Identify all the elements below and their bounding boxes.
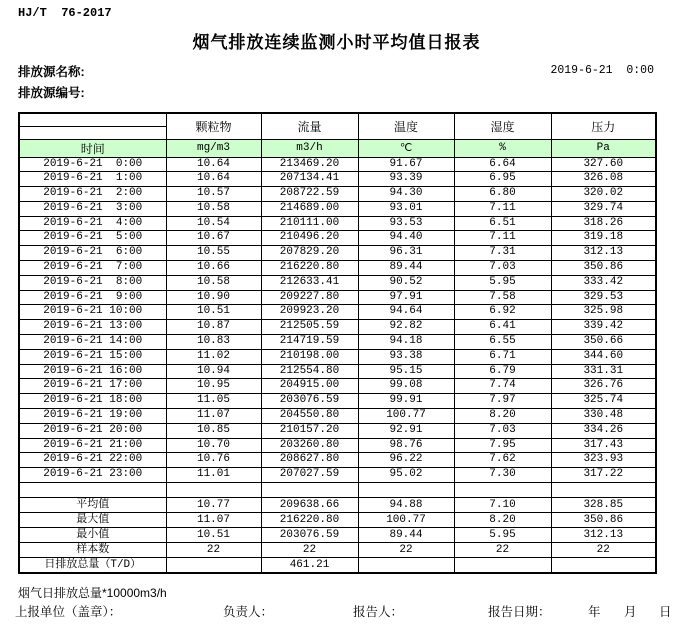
table-row [19,409,656,424]
value-cell: 216220.80 [261,261,358,276]
time-column-header: 时间 [19,139,166,157]
value-cell: 10.54 [166,216,261,231]
summary-value: 209638.66 [261,498,358,513]
value-cell: 7.30 [454,468,551,483]
time-cell: 2019-6-21 22:00 [19,453,166,468]
unit-particulate: mg/m3 [166,139,261,157]
time-cell: 2019-6-21 8:00 [19,275,166,290]
value-cell: 10.85 [166,423,261,438]
value-cell: 7.62 [454,453,551,468]
time-cell: 2019-6-21 17:00 [19,379,166,394]
value-cell: 7.95 [454,438,551,453]
value-cell: 93.01 [358,201,454,216]
summary-value: 5.95 [454,528,551,543]
summary-value: 10.77 [166,498,261,513]
summary-label: 样本数 [19,543,166,558]
value-cell: 350.86 [551,261,656,276]
value-cell: 91.67 [358,157,454,172]
value-cell: 10.70 [166,438,261,453]
unit-pressure: Pa [551,139,656,157]
value-cell: 208627.80 [261,453,358,468]
value-cell: 350.66 [551,335,656,350]
summary-row [19,498,656,513]
time-cell: 2019-6-21 1:00 [19,172,166,187]
signature-line [0,602,681,618]
value-cell: 319.18 [551,231,656,246]
value-cell: 98.76 [358,438,454,453]
time-cell: 2019-6-21 21:00 [19,438,166,453]
value-cell: 326.76 [551,379,656,394]
value-cell: 6.80 [454,187,551,202]
value-cell: 10.64 [166,157,261,172]
unit-temperature: ℃ [358,139,454,157]
value-cell: 7.31 [454,246,551,261]
summary-value: 461.21 [261,558,358,574]
column-header-particulate: 颗粒物 [166,113,261,139]
value-cell: 204915.00 [261,379,358,394]
value-cell: 339.42 [551,320,656,335]
value-cell: 97.91 [358,290,454,305]
value-cell: 10.58 [166,201,261,216]
value-cell: 312.13 [551,246,656,261]
table-row [19,246,656,261]
summary-row [19,528,656,543]
time-cell: 2019-6-21 15:00 [19,349,166,364]
value-cell: 10.90 [166,290,261,305]
time-cell: 2019-6-21 3:00 [19,201,166,216]
table-row [19,320,656,335]
table-row [19,423,656,438]
summary-row [19,513,656,528]
report-unit-label: 上报单位（盖章）： [15,605,122,619]
value-cell: 100.77 [358,409,454,424]
value-cell: 203076.59 [261,394,358,409]
value-cell: 325.98 [551,305,656,320]
spacer-body [19,483,656,498]
page-title: 烟气排放连续监测小时平均值日报表 [192,33,481,52]
value-cell: 11.01 [166,468,261,483]
empty-cell [19,126,166,139]
value-cell: 92.82 [358,320,454,335]
value-cell: 5.95 [454,275,551,290]
summary-value: 89.44 [358,528,454,543]
value-cell: 210496.20 [261,231,358,246]
table-row [19,364,656,379]
table-row [19,349,656,364]
summary-value: 22 [261,543,358,558]
column-header-temperature: 温度 [358,113,454,139]
value-cell: 6.95 [454,172,551,187]
empty-cell [19,113,166,126]
time-cell: 2019-6-21 2:00 [19,187,166,202]
time-cell: 2019-6-21 13:00 [19,320,166,335]
value-cell: 317.43 [551,438,656,453]
value-cell: 209227.80 [261,290,358,305]
value-cell: 334.26 [551,423,656,438]
header-row-params [19,113,656,126]
summary-value: 100.77 [358,513,454,528]
summary-value: 22 [166,543,261,558]
table-row [19,172,656,187]
table-row [19,379,656,394]
summary-value: 11.07 [166,513,261,528]
time-cell: 2019-6-21 16:00 [19,364,166,379]
value-cell: 11.05 [166,394,261,409]
table-row [19,201,656,216]
value-cell: 213469.20 [261,157,358,172]
table-row [19,394,656,409]
value-cell: 6.71 [454,349,551,364]
value-cell: 96.31 [358,246,454,261]
summary-value: 22 [454,543,551,558]
unit-row [19,139,656,157]
report-date-label: 报告日期： [488,605,551,619]
value-cell: 210157.20 [261,423,358,438]
responsible-label: 负责人： [223,605,274,619]
value-cell: 95.15 [358,364,454,379]
summary-value: 94.88 [358,498,454,513]
value-cell: 11.07 [166,409,261,424]
standard-number: HJ/T 76-2017 [18,6,112,20]
value-cell: 326.08 [551,172,656,187]
value-cell: 209923.20 [261,305,358,320]
summary-label: 最小值 [19,528,166,543]
empty-cell [358,483,454,498]
time-cell: 2019-6-21 14:00 [19,335,166,350]
value-cell: 93.53 [358,216,454,231]
value-cell: 93.38 [358,349,454,364]
empty-cell [166,483,261,498]
value-cell: 6.92 [454,305,551,320]
value-cell: 329.53 [551,290,656,305]
empty-cell [261,483,358,498]
time-cell: 2019-6-21 5:00 [19,231,166,246]
table-row [19,216,656,231]
unit-flow: m3/h [261,139,358,157]
empty-cell [19,483,166,498]
value-cell: 93.39 [358,172,454,187]
value-cell: 10.95 [166,379,261,394]
year-label: 年 [588,605,601,619]
summary-value: 312.13 [551,528,656,543]
value-cell: 10.51 [166,305,261,320]
summary-value [166,558,261,574]
value-cell: 7.03 [454,261,551,276]
summary-label: 最大值 [19,513,166,528]
hourly-rows [19,157,656,483]
value-cell: 6.64 [454,157,551,172]
value-cell: 323.93 [551,453,656,468]
column-header-flow: 流量 [261,113,358,139]
value-cell: 92.91 [358,423,454,438]
column-header-pressure: 压力 [551,113,656,139]
summary-label: 平均值 [19,498,166,513]
empty-cell [551,483,656,498]
value-cell: 331.31 [551,364,656,379]
time-cell: 2019-6-21 20:00 [19,423,166,438]
value-cell: 7.97 [454,394,551,409]
value-cell: 212505.59 [261,320,358,335]
value-cell: 325.74 [551,394,656,409]
daily-total-note: 烟气日排放总量*10000m3/h [18,586,167,600]
table-row [19,157,656,172]
value-cell: 10.94 [166,364,261,379]
summary-value: 22 [358,543,454,558]
value-cell: 204550.80 [261,409,358,424]
table-row [19,468,656,483]
value-cell: 90.52 [358,275,454,290]
value-cell: 6.55 [454,335,551,350]
value-cell: 320.02 [551,187,656,202]
day-label: 日 [659,605,672,619]
summary-value: 8.20 [454,513,551,528]
spacer-row [19,483,656,498]
value-cell: 207829.20 [261,246,358,261]
value-cell: 10.76 [166,453,261,468]
value-cell: 6.51 [454,216,551,231]
summary-value: 22 [551,543,656,558]
time-cell: 2019-6-21 10:00 [19,305,166,320]
value-cell: 327.60 [551,157,656,172]
column-header-humidity: 湿度 [454,113,551,139]
value-cell: 10.55 [166,246,261,261]
table-row [19,290,656,305]
summary-value: 328.85 [551,498,656,513]
table-row [19,335,656,350]
value-cell: 214689.00 [261,201,358,216]
value-cell: 6.79 [454,364,551,379]
value-cell: 330.48 [551,409,656,424]
value-cell: 6.41 [454,320,551,335]
value-cell: 94.64 [358,305,454,320]
table-row [19,275,656,290]
value-cell: 10.87 [166,320,261,335]
table-row [19,187,656,202]
time-cell: 2019-6-21 18:00 [19,394,166,409]
value-cell: 7.74 [454,379,551,394]
value-cell: 89.44 [358,261,454,276]
summary-value: 10.51 [166,528,261,543]
value-cell: 212554.80 [261,364,358,379]
value-cell: 10.57 [166,187,261,202]
value-cell: 11.02 [166,349,261,364]
value-cell: 329.74 [551,201,656,216]
value-cell: 318.26 [551,216,656,231]
empty-cell [454,483,551,498]
table-row [19,231,656,246]
value-cell: 99.08 [358,379,454,394]
value-cell: 210198.00 [261,349,358,364]
reporter-label: 报告人： [353,605,404,619]
value-cell: 317.22 [551,468,656,483]
value-cell: 212633.41 [261,275,358,290]
value-cell: 207134.41 [261,172,358,187]
table-header [19,113,656,157]
time-cell: 2019-6-21 6:00 [19,246,166,261]
value-cell: 344.60 [551,349,656,364]
value-cell: 99.91 [358,394,454,409]
report-datetime: 2019-6-21 0:00 [550,64,654,77]
summary-rows [19,498,656,574]
time-cell: 2019-6-21 23:00 [19,468,166,483]
value-cell: 7.03 [454,423,551,438]
summary-value [551,558,656,574]
summary-value: 203076.59 [261,528,358,543]
summary-value: 350.86 [551,513,656,528]
month-label: 月 [624,605,637,619]
value-cell: 203260.80 [261,438,358,453]
time-cell: 2019-6-21 9:00 [19,290,166,305]
summary-value: 7.10 [454,498,551,513]
table-row [19,305,656,320]
hourly-average-table [18,112,657,574]
table-row [19,453,656,468]
value-cell: 207027.59 [261,468,358,483]
table-row [19,261,656,276]
value-cell: 94.40 [358,231,454,246]
time-cell: 2019-6-21 4:00 [19,216,166,231]
value-cell: 208722.59 [261,187,358,202]
value-cell: 7.58 [454,290,551,305]
summary-label: 日排放总量（T/D） [19,558,166,574]
time-cell: 2019-6-21 19:00 [19,409,166,424]
source-code-label: 排放源编号: [18,86,85,100]
value-cell: 96.22 [358,453,454,468]
value-cell: 333.42 [551,275,656,290]
value-cell: 10.83 [166,335,261,350]
value-cell: 214719.59 [261,335,358,350]
time-cell: 2019-6-21 7:00 [19,261,166,276]
value-cell: 7.11 [454,231,551,246]
time-cell: 2019-6-21 0:00 [19,157,166,172]
value-cell: 8.20 [454,409,551,424]
value-cell: 10.66 [166,261,261,276]
value-cell: 94.18 [358,335,454,350]
source-name-label: 排放源名称: [18,65,85,79]
summary-row [19,558,656,574]
value-cell: 10.64 [166,172,261,187]
summary-value [454,558,551,574]
summary-value [358,558,454,574]
value-cell: 95.02 [358,468,454,483]
value-cell: 210111.00 [261,216,358,231]
summary-value: 216220.80 [261,513,358,528]
summary-row [19,543,656,558]
value-cell: 7.11 [454,201,551,216]
value-cell: 10.67 [166,231,261,246]
value-cell: 10.58 [166,275,261,290]
unit-humidity: % [454,139,551,157]
value-cell: 94.30 [358,187,454,202]
table-row [19,438,656,453]
